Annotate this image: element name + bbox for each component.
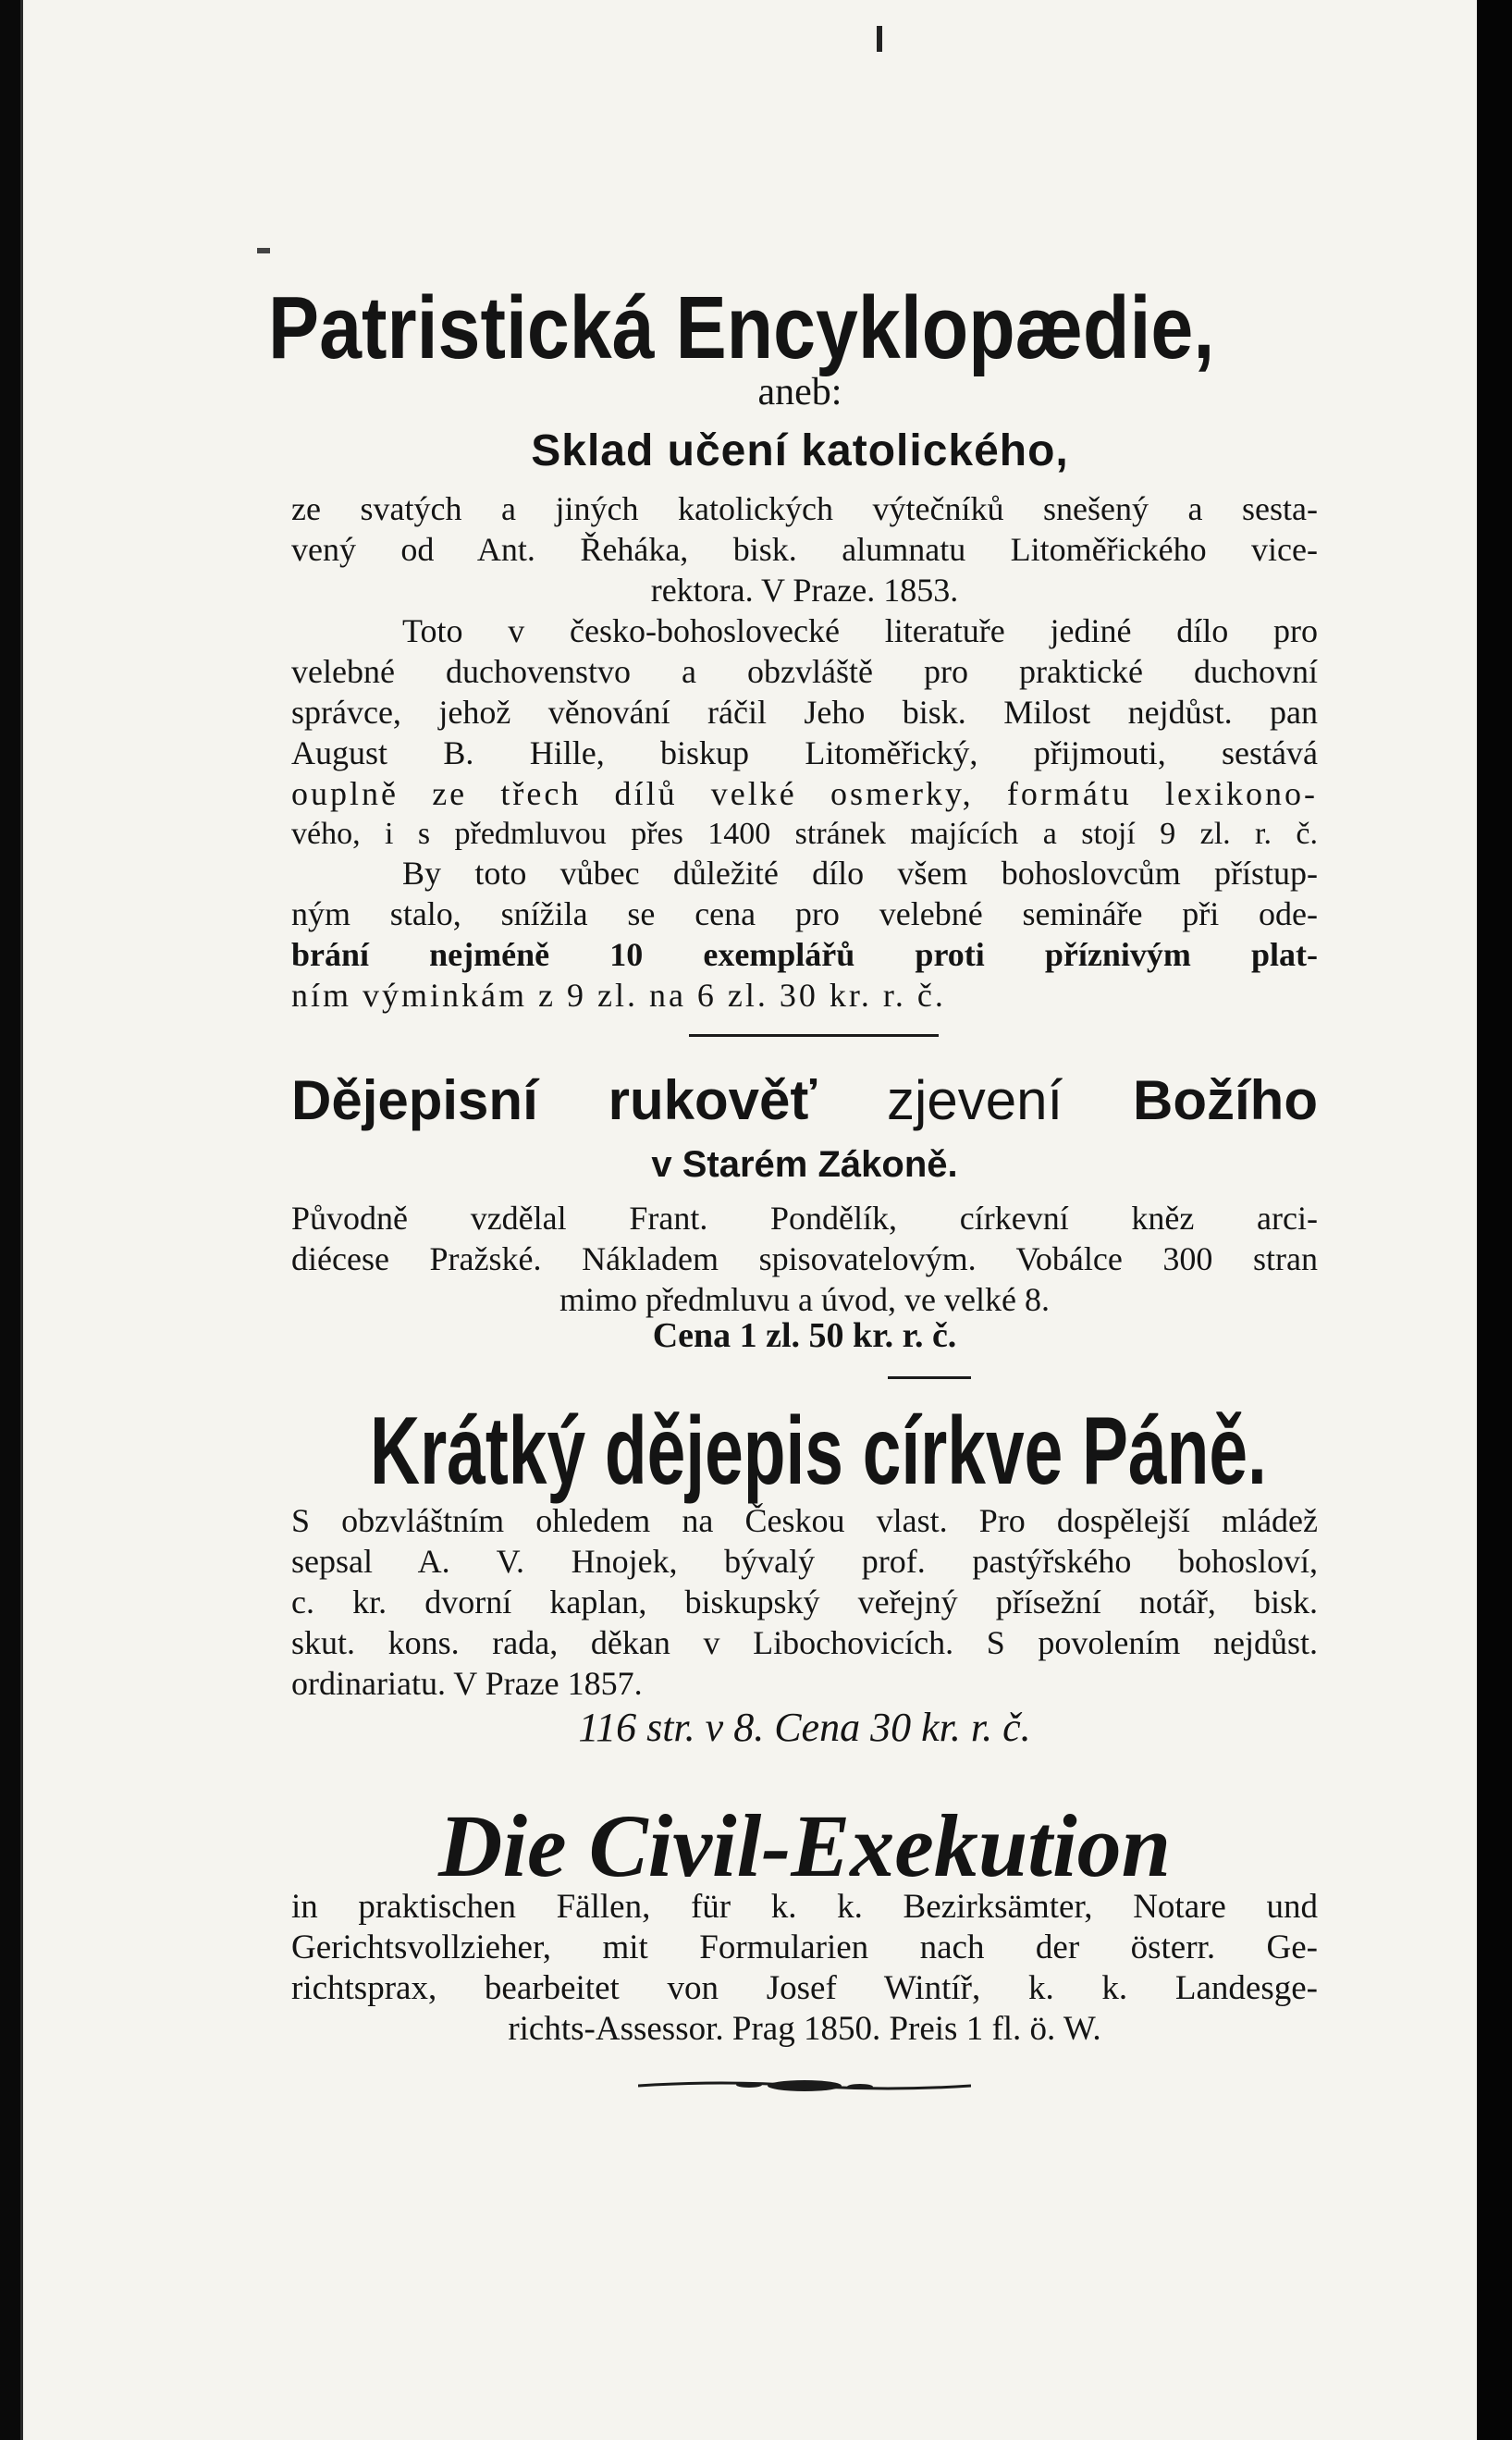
text-line: sepsal A. V. Hnojek, bývalý prof. pastýřského bohosloví, bbox=[291, 1543, 1318, 1580]
text-line: ordinariatu. V Praze 1857. bbox=[291, 1665, 643, 1702]
ad2-title-word: Dějepisní bbox=[291, 1069, 538, 1131]
ad1-aneb: aneb: bbox=[757, 371, 842, 413]
text-line: c. kr. dvorní kaplan, biskupský veřejný přísežní notář, bisk. bbox=[291, 1584, 1318, 1621]
section-divider bbox=[689, 1034, 939, 1037]
ad4-title: Die Civil-Exekution bbox=[438, 1796, 1171, 1895]
ad2-title-word: zjevení bbox=[887, 1069, 1063, 1131]
ad1-paragraph-2 bbox=[291, 610, 1318, 855]
ad1-description bbox=[291, 488, 1318, 610]
ad1-title: Patristická Encyklopædie, bbox=[268, 278, 1215, 377]
text-line: vého, i s předmluvou přes 1400 stránek majících a stojí 9 zl. r. č. bbox=[291, 817, 1318, 851]
scan-mark bbox=[257, 248, 270, 253]
text-line: S obzvláštním ohledem na Českou vlast. Pro dospělejší mládež bbox=[291, 1502, 1318, 1539]
text-line: ouplně ze třech dílů velké osmerky, formátu lexikono- bbox=[291, 775, 1318, 812]
text-line: mimo předmluvu a úvod, ve velké 8. bbox=[559, 1281, 1050, 1318]
text-line: Původně vzdělal Frant. Pondělík, církevní kněz arci- bbox=[291, 1200, 1318, 1237]
text-line: rektora. V Praze. 1853. bbox=[650, 572, 959, 609]
ad2-subtitle: v Starém Zákoně. bbox=[651, 1144, 958, 1185]
text-line: skut. kons. rada, děkan v Libochovicích. S povolením nejdůst. bbox=[291, 1624, 1318, 1661]
text-line: ním výminkám z 9 zl. na 6 zl. 30 kr. r. č. bbox=[291, 977, 946, 1014]
ad2-title-word: rukověť bbox=[608, 1069, 817, 1131]
text-line: ze svatých a jiných katolických výtečníků snešený a sesta- bbox=[291, 490, 1318, 527]
ad2-title bbox=[291, 1068, 1318, 1132]
text-line: Toto v česko-bohoslovecké literatuře jediné dílo pro bbox=[402, 612, 1318, 649]
text-line: richts-Assessor. Prag 1850. Preis 1 fl. ö. W. bbox=[508, 2010, 1101, 2048]
ad2-description bbox=[291, 1198, 1318, 1320]
text-line: Gerichtsvollzieher, mit Formularien nach der österr. Ge- bbox=[291, 1929, 1318, 1966]
text-line: By toto vůbec důležité dílo všem bohoslovcům přístup- bbox=[402, 855, 1318, 892]
text-line: August B. Hille, biskup Litoměřický, přijmouti, sestává bbox=[291, 734, 1318, 771]
ad3-description bbox=[291, 1500, 1318, 1704]
text-line: velebné duchovenstvo a obzvláště pro praktické duchovní bbox=[291, 653, 1318, 690]
text-line: ným stalo, snížila se cena pro velebné semináře při ode- bbox=[291, 895, 1318, 932]
text-line: vený od Ant. Řeháka, bisk. alumnatu Litoměřického vice- bbox=[291, 531, 1318, 568]
text-line: správce, jehož věnování ráčil Jeho bisk. Milost nejdůst. pan bbox=[291, 694, 1318, 731]
ad3-title: Krátký dějepis církve Páně. bbox=[370, 1398, 1267, 1505]
ad4-description bbox=[291, 1887, 1318, 2050]
text-line: brání nejméně 10 exemplářů proti příznivým plat- bbox=[291, 936, 1318, 973]
ad2-price: Cena 1 zl. 50 kr. r. č. bbox=[652, 1316, 957, 1355]
text-line: in praktischen Fällen, für k. k. Bezirksämter, Notare und bbox=[291, 1888, 1318, 1926]
text-line: richtsprax, bearbeitet von Josef Wintíř, k. k. Landesge- bbox=[291, 1969, 1318, 2007]
scan-mark bbox=[877, 26, 882, 52]
text-line: diécese Pražské. Nákladem spisovatelovým. Vobálce 300 stran bbox=[291, 1240, 1318, 1277]
section-divider bbox=[888, 1376, 971, 1379]
ad3-price: 116 str. v 8. Cena 30 kr. r. č. bbox=[578, 1705, 1031, 1750]
ornament-divider bbox=[638, 2076, 971, 2095]
ad1-subtitle: Sklad učení katolického, bbox=[531, 426, 1069, 475]
ad1-paragraph-3 bbox=[291, 853, 1318, 1016]
page-edge-shadow bbox=[1477, 0, 1512, 2440]
ad2-title-word: Božího bbox=[1133, 1069, 1318, 1131]
